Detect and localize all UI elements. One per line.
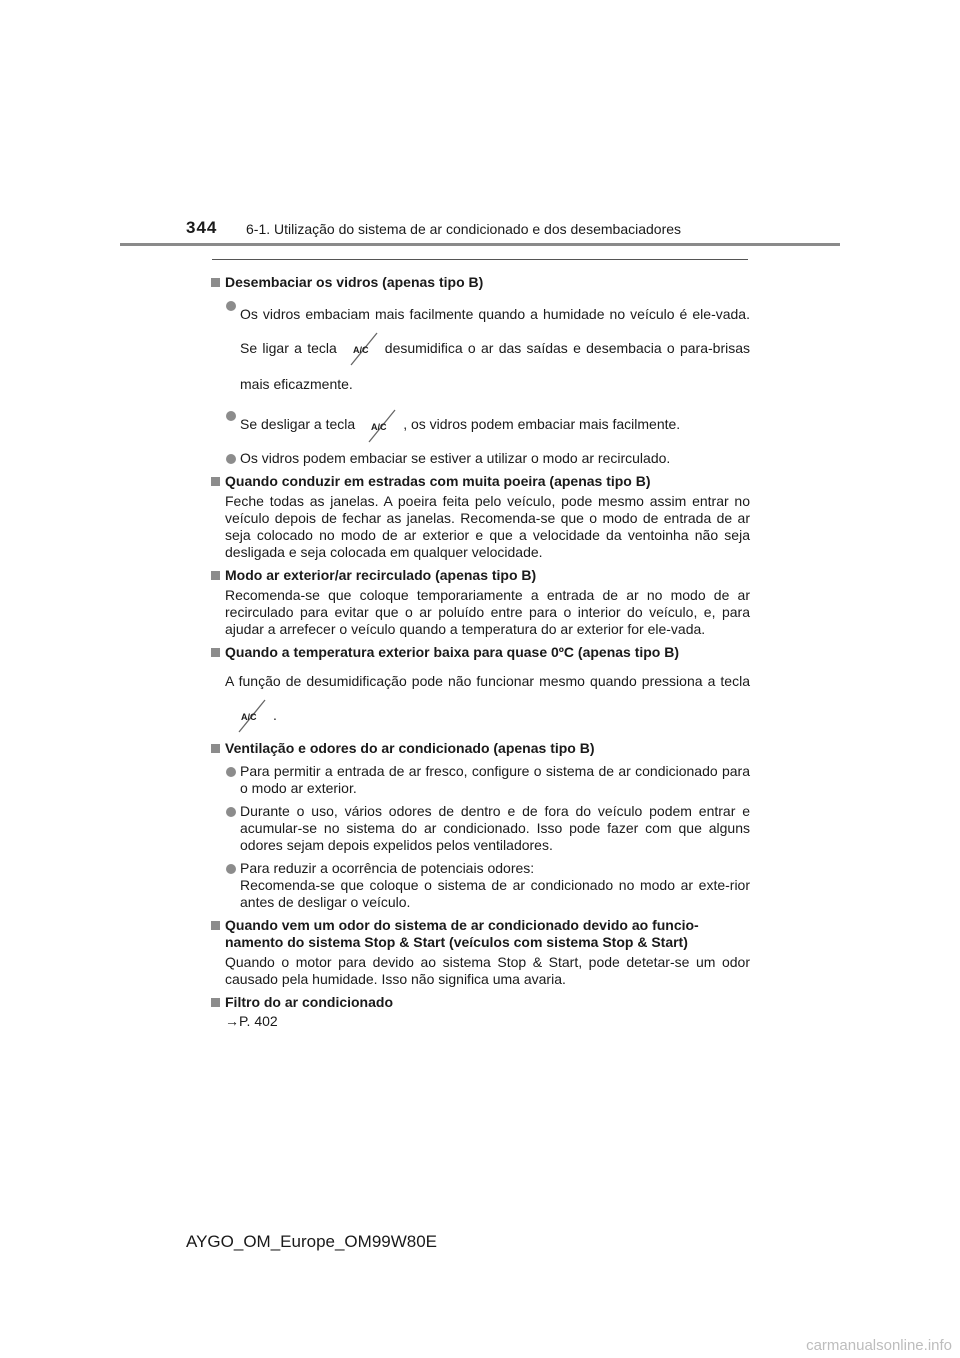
- bullet-dot-icon: [226, 301, 236, 311]
- heading-square-icon: [211, 648, 220, 657]
- ac-button-icon: [231, 698, 267, 734]
- heading-square-icon: [211, 744, 220, 753]
- section-heading: Filtro do ar condicionado: [210, 994, 750, 1011]
- section-text: Quando o motor para devido ao sistema Stop & Start, pode detetar-se um odor causado pela humidade. Isso não significa uma avaria.: [225, 953, 750, 987]
- header-title: 6-1. Utilização do sistema de ar condicionado e dos desembaciadores: [246, 221, 682, 237]
- section-heading: Desembaciar os vidros (apenas tipo B): [210, 274, 750, 291]
- bullet-dot-icon: [226, 454, 236, 464]
- section-text: A função de desumidificação pode não funcionar mesmo quando pressiona a tecla A/C .: [210, 664, 750, 734]
- section-heading: Quando a temperatura exterior baixa para quase 0ºC (apenas tipo B): [210, 644, 750, 661]
- bullet-item: Os vidros podem embaciar se estiver a utilizar o modo ar recirculado.: [210, 450, 750, 467]
- heading-square-icon: [211, 998, 220, 1007]
- header-rule: [120, 243, 840, 246]
- bullet-dot-icon: [226, 864, 236, 874]
- ac-button-icon: [361, 408, 397, 444]
- bullet-dot-icon: [226, 411, 236, 421]
- section-rule: [212, 259, 748, 260]
- watermark: carmanualsonline.info: [806, 1337, 952, 1354]
- svg-text:A/C: A/C: [371, 421, 387, 432]
- bullet-item: Para permitir a entrada de ar fresco, configure o sistema de ar condicionado para o modo ar exterior.: [210, 763, 750, 797]
- page-content: [210, 268, 750, 1030]
- heading-square-icon: [211, 921, 220, 930]
- bullet-dot-icon: [226, 767, 236, 777]
- bullet-item: Para reduzir a ocorrência de potenciais odores: Recomenda-se que coloque o sistema de ar condicionado no modo ar exte-rior antes de desligar o veículo.: [210, 860, 750, 911]
- footer-code: AYGO_OM_Europe_OM99W80E: [186, 1232, 438, 1251]
- heading-square-icon: [211, 278, 220, 287]
- heading-square-icon: [211, 477, 220, 486]
- ac-button-icon: [343, 331, 379, 367]
- section-text: Recomenda-se que coloque temporariamente a entrada de ar no modo de ar recirculado para evitar que o ar poluído entre para o interior do veículo, e, para ajudar a arrefecer o veículo quando a temperatura do ar exterior for ele-vada.: [225, 586, 750, 637]
- bullet-dot-icon: [226, 807, 236, 817]
- section-heading: Ventilação e odores do ar condicionado (apenas tipo B): [210, 740, 750, 757]
- bullet-item: Os vidros embaciam mais facilmente quando a humidade no veículo é ele-vada. Se ligar a tecla A/C desumidifica o ar das saídas e desembacia o para-brisas mais eficazmente.: [210, 297, 750, 401]
- section-heading: Quando conduzir em estradas com muita poeira (apenas tipo B): [210, 473, 750, 490]
- page-reference-link[interactable]: →P. 402: [225, 1012, 278, 1029]
- section-heading: Quando vem um odor do sistema de ar condicionado devido ao funcio-namento do sistema Stop & Start (veículos com sistema Stop & Start): [210, 917, 750, 951]
- section-heading: Modo ar exterior/ar recirculado (apenas tipo B): [210, 567, 750, 584]
- bullet-item: Se desligar a tecla A/C , os vidros podem embaciar mais facilmente.: [210, 407, 750, 443]
- section-text: Feche todas as janelas. A poeira feita pelo veículo, pode mesmo assim entrar no veículo depois de fechar as janelas. Recomenda-se que o modo de entrada de ar seja colocado no modo de ar exterior e que a velocidade da ventoinha não seja desligada e seja colocada em qualquer velocidade.: [225, 492, 750, 560]
- page-number: 344: [186, 218, 218, 237]
- svg-text:A/C: A/C: [241, 711, 257, 722]
- bullet-item: Durante o uso, vários odores de dentro e de fora do veículo podem entrar e acumular-se no sistema do ar condicionado. Isso pode fazer com que alguns odores sejam depois expelidos pelos ventiladores.: [210, 803, 750, 854]
- heading-square-icon: [211, 571, 220, 580]
- svg-text:A/C: A/C: [352, 345, 369, 356]
